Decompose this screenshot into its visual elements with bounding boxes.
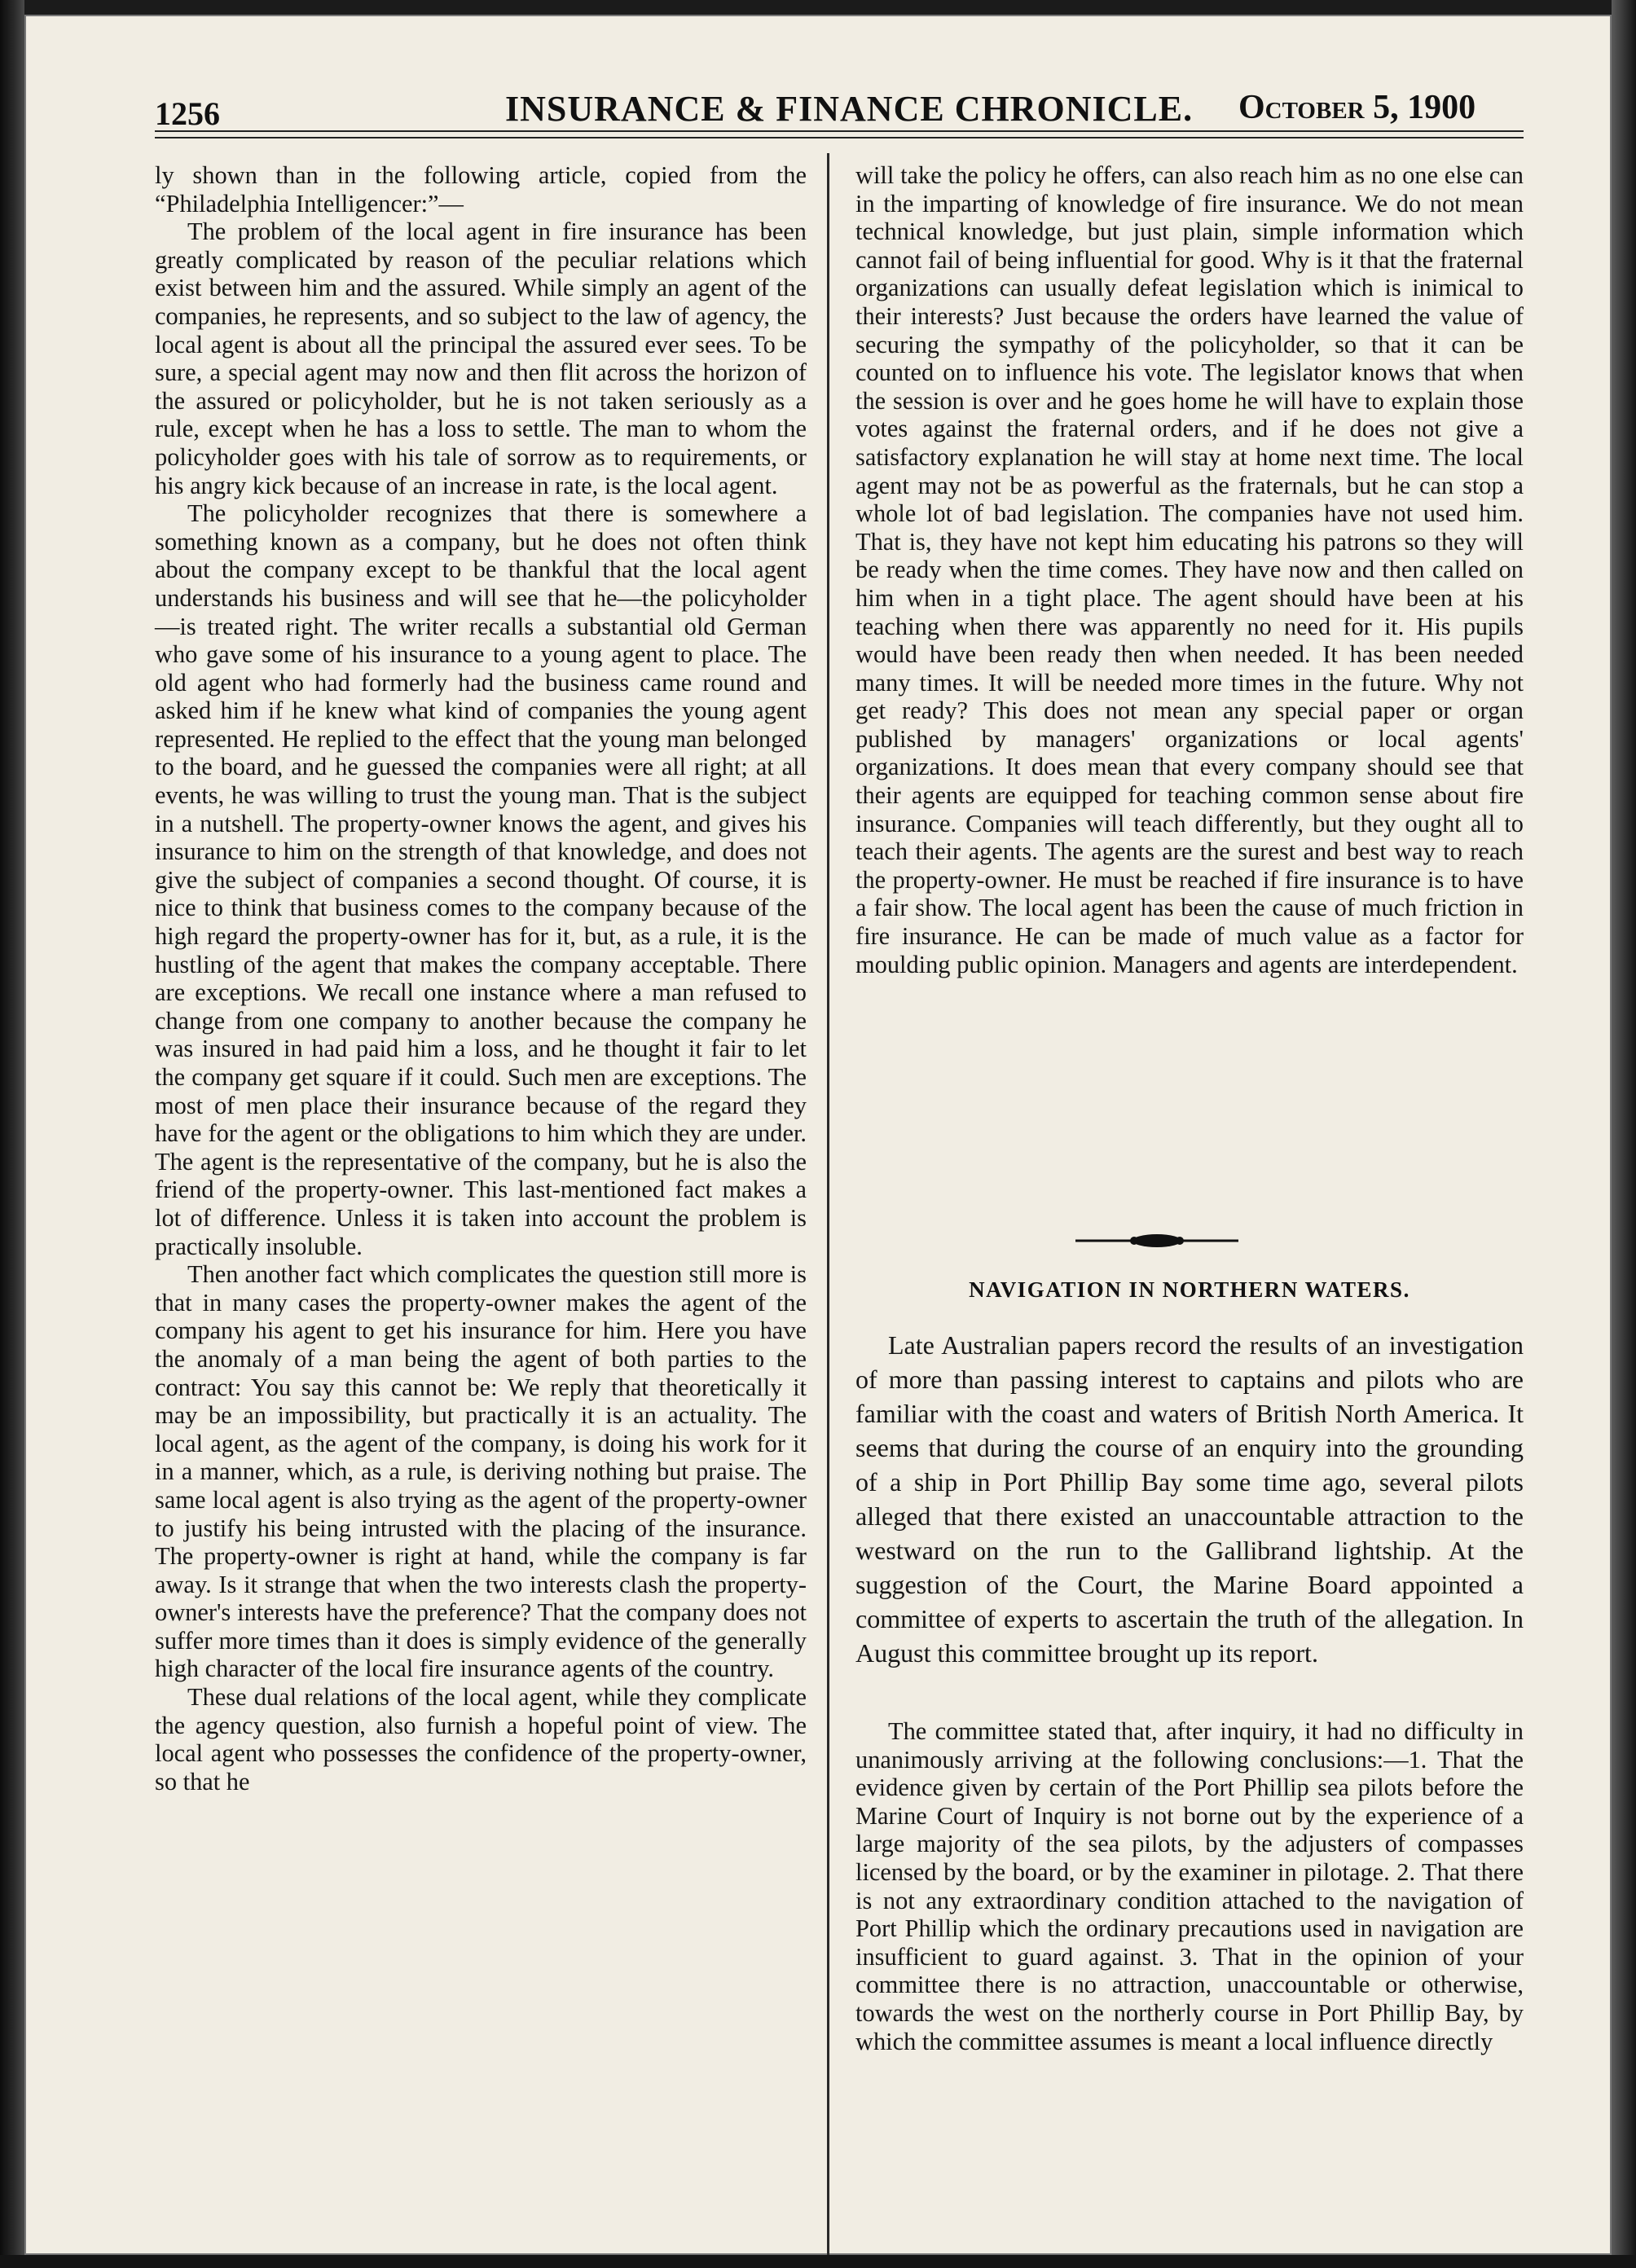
section-heading: NAVIGATION IN NORTHERN WATERS. bbox=[969, 1277, 1410, 1302]
article-paragraph: The problem of the local agent in fire insurance has been greatly complicated by reason of the peculiar relations which exist between him and the assured. While simply an agent of the companies, he represents, and so subject to the law of agency, the local agent is about all the principal the assured ever sees. To be sure, a special agent may now and then flit across the horizon of the assured or policyholder, but he is not taken seriously as a rule, except when he has a loss to settle. The man to whom the policyholder goes with his tale of sorrow as to requirements, or his angry kick because of an increase in rate, is the local agent. bbox=[155, 218, 807, 499]
publication-title: INSURANCE & FINANCE CHRONICLE. bbox=[505, 89, 1194, 129]
ornament-divider-icon bbox=[1075, 1228, 1238, 1253]
article-paragraph: The committee stated that, after inquiry, it had no difficulty in unanimously arriving at the following conclusions:—1. That the evidence given by certain of the Port Phillip sea pilots before the Marine Court of Inquiry is not borne out by the experience of a large majority of the sea pilots, by the adjusters of compasses licensed by the board, or by the examiner in pilotage. 2. That there is not any extraordinary condition attached to the navigation of Port Phillip which the ordinary precautions used in navigation are insufficient to guard against. 3. That in the opinion of your committee there is no attraction, unaccountable or otherwise, towards the west on the northerly course in Port Phillip Bay, by which the committee assumes is meant a local influence directly bbox=[855, 1717, 1524, 2055]
article-paragraph: The policyholder recognizes that there is somewhere a something known as a company, but he does not often think about the company except to be thankful that the local agent understands his business and will see that he—the policyholder—is treated right. The writer recalls a substantial old German who gave some of his insurance to a young agent to place. The old agent who had formerly had the business came round and asked him if he knew what kind of companies the young agent represented. He replied to the effect that the young man belonged to the board, and he guessed the companies were all right; at all events, he was willing to trust the young man. That is the subject in a nutshell. The property-owner knows the agent, and gives his insurance to him on the strength of that knowledge, and does not give the subject of companies a second thought. Of course, it is nice to think that business comes to the company because of the high regard the property-owner has for it, but, as a rule, it is the hustling of the agent that makes the company acceptable. There are exceptions. We recall one instance where a man refused to change from one company to another because the company he was insured in had paid him a loss, and he thought it fair to let the company get square if it could. Such men are exceptions. The most of men place their insurance because of the regard they have for the agent or the obligations to him which they are under. The agent is the representative of the company, but he is also the friend of the property-owner. This last-mentioned fact makes a lot of difference. Unless it is taken into account the problem is practically insoluble. bbox=[155, 499, 807, 1260]
article-paragraph: Then another fact which complicates the question still more is that in many cases the property-owner makes the agent of the company his agent to get his insurance for him. Here you have the anomaly of a man being the agent of both parties to the contract: You say this cannot be: We reply that theoretically it may be an impossibility, but practically it is an actuality. The local agent, as the agent of the company, is doing his work for it in a manner, which, as a rule, is deriving nothing but praise. The same local agent is also trying as the agent of the property-owner to justify his being intrusted with the placing of the insurance. The property-owner is right at hand, while the company is far away. Is it strange that when the two interests clash the property-owner's interests have the preference? That the company does not suffer more times than it does is simply evidence of the generally high character of the local fire insurance agents of the country. bbox=[155, 1260, 807, 1683]
scan-edge-bottom bbox=[0, 2255, 1636, 2268]
navigation-article bbox=[855, 1328, 1524, 1670]
article-paragraph: will take the policy he offers, can also reach him as no one else can in the imparting of knowledge of fire insurance. We do not mean technical knowledge, but just plain, simple information which cannot fail of being influential for good. Why is it that the fraternal organizations can usually defeat legislation which is inimical to their interests? Just because the orders have learned the value of securing the sympathy of the policyholder, so that it can be counted on to influence his vote. The legislator knows that when the session is over and he goes home he will have to explain those votes against the fraternal orders, and if he does not give a satisfactory explanation he will stay at home next time. The local agent may not be as powerful as the fraternals, but he can stop a whole lot of bad legislation. The companies have not used him. That is, they have not kept him educating his patrons so they will be ready when the time comes. They have now and then called on him when in a tight place. The agent should have been at his teaching when there was apparently no need for it. His pupils would have been ready then when needed. It has been needed many times. It will be needed more times in the future. Why not get ready? This does not mean any special paper or organ published by managers' organizations or local agents' organizations. It does mean that every company should see that their agents are equipped for teaching common sense about fire insurance. Companies will teach differently, but they ought all to teach their agents. The agents are the surest and best way to reach the property-owner. He must be reached if fire insurance is to have a fair show. The local agent has been the cause of much friction in fire insurance. He can be made of much value as a factor for moulding public opinion. Managers and agents are interdependent. bbox=[855, 161, 1524, 978]
scan-edge-left bbox=[0, 0, 24, 2268]
right-column bbox=[855, 161, 1524, 978]
column-divider bbox=[827, 153, 829, 2255]
article-paragraph: These dual relations of the local agent, while they complicate the agency question, also furnish a hopeful point of view. The local agent who possesses the confidence of the property-owner, so that he bbox=[155, 1683, 807, 1796]
header-rule bbox=[155, 130, 1524, 138]
issue-date: October 5, 1900 bbox=[1238, 89, 1476, 126]
newspaper-page bbox=[24, 15, 1612, 2255]
left-column bbox=[155, 161, 807, 1796]
article-paragraph: ly shown than in the following article, copied from the “Philadelphia Intelligencer:”— bbox=[155, 161, 807, 218]
page-number: 1256 bbox=[155, 95, 220, 132]
page-header bbox=[24, 72, 1612, 132]
navigation-article-continued bbox=[855, 1717, 1524, 2055]
article-paragraph: Late Australian papers record the results of an investigation of more than passing interest to captains and pilots who are familiar with the coast and waters of British North America. It seems that during the course of an enquiry into the grounding of a ship in Port Phillip Bay some time ago, several pilots alleged that there existed an unaccountable attraction to the westward on the run to the Gallibrand lightship. At the suggestion of the Court, the Marine Board appointed a committee of experts to ascertain the truth of the allegation. In August this committee brought up its report. bbox=[855, 1330, 1524, 1668]
scan-edge-right bbox=[1612, 0, 1636, 2268]
